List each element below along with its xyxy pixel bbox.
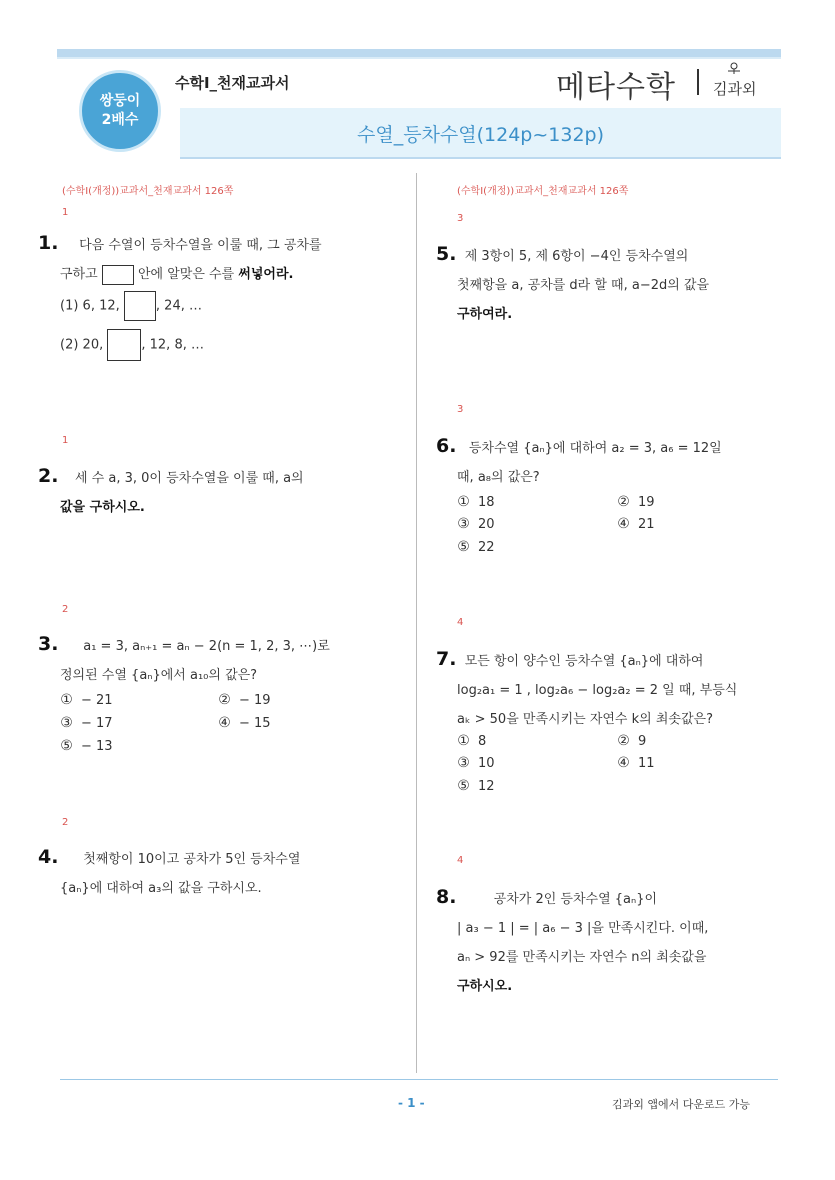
q5-line1: 제 3항이 5, 제 6항이 −4인 등차수열의	[464, 249, 689, 264]
q6-choice-1: ① 18	[457, 494, 495, 510]
q3-line1: a₁ = 3, aₙ₊₁ = aₙ − 2(n = 1, 2, 3, ⋯)로	[83, 639, 330, 654]
q3-choice-2: ② − 19	[218, 692, 271, 708]
question-7	[436, 645, 774, 734]
question-8	[436, 883, 774, 1001]
choice-mark: ④	[617, 516, 630, 532]
q4-number: 4.	[38, 846, 59, 868]
q2-line2: 값을 구하시오.	[60, 500, 145, 515]
choice-mark: ①	[60, 692, 73, 708]
q7-choice-5: ⑤ 12	[457, 778, 495, 794]
download-note: 김과외 앱에서 다운로드 가능	[612, 1098, 751, 1111]
q8-line1: 공차가 2인 등차수열 {aₙ}이	[493, 892, 658, 907]
q2-number: 2.	[38, 465, 59, 487]
q3-choice-4: ④ − 15	[218, 715, 271, 731]
question-6	[436, 432, 774, 492]
answer-box	[124, 291, 156, 321]
q4-line1: 첫째항이 10이고 공차가 5인 등차수열	[83, 852, 301, 867]
q5-id: 3	[457, 213, 464, 224]
q7-choice-1: ① 8	[457, 733, 487, 749]
choice-mark: ②	[617, 733, 630, 749]
page-title: 수열_등차수열(124p~132p)	[356, 124, 605, 146]
subject-label: 수학Ⅰ_천재교과서	[175, 74, 290, 92]
q8-id: 4	[457, 855, 464, 866]
q6-choice-4: ④ 21	[617, 516, 655, 532]
twin-badge	[79, 70, 161, 152]
q1-line1: 다음 수열이 등차수열을 이룰 때, 그 공차를	[79, 238, 322, 253]
q3-choice-5: ⑤ − 13	[60, 738, 113, 754]
q7-choice-3: ③ 10	[457, 755, 495, 771]
q1-id: 1	[62, 207, 69, 218]
q5-line3: 구하여라.	[457, 307, 513, 322]
q8-number: 8.	[436, 886, 457, 908]
q2-line1: 세 수 a, 3, 0이 등차수열을 이룰 때, a의	[74, 471, 304, 486]
q7-choice-4: ④ 11	[617, 755, 655, 771]
header-top-bar-thin	[57, 57, 781, 59]
question-5	[436, 240, 774, 329]
column-divider	[416, 173, 417, 1073]
q3-id: 2	[62, 604, 69, 615]
choice-mark: ③	[60, 715, 73, 731]
q1-part1b: , 24, …	[155, 298, 202, 314]
q7-id: 4	[457, 617, 464, 628]
answer-box	[102, 265, 134, 285]
q1-number: 1.	[38, 232, 59, 254]
q5-number: 5.	[436, 243, 457, 265]
q1-part2b: , 12, 8, …	[141, 337, 204, 353]
title-underline	[180, 157, 781, 159]
q1-part1a: (1) 6, 12,	[60, 298, 120, 314]
q4-id: 2	[62, 817, 69, 828]
badge-line1: 쌍둥이	[99, 93, 141, 109]
question-4	[38, 843, 380, 903]
person-icon	[727, 62, 741, 76]
q3-choice-3: ③ − 17	[60, 715, 113, 731]
badge-line2: 2배수	[101, 112, 139, 128]
header-top-bar	[57, 49, 781, 57]
choice-mark: ④	[617, 755, 630, 771]
choice-mark: ⑤	[457, 539, 470, 555]
logo-main: 메타수학	[556, 70, 676, 105]
q8-line4: 구하시오.	[457, 979, 513, 994]
choice-mark: ⑤	[60, 738, 73, 754]
q6-id: 3	[457, 404, 464, 415]
choice-mark: ③	[457, 755, 470, 771]
page-number: - 1 -	[398, 1096, 425, 1110]
q4-line2: {aₙ}에 대하여 a₃의 값을 구하시오.	[60, 881, 262, 896]
q1-line2b: 안에 알맞은 수를	[137, 267, 235, 282]
q6-choice-2: ② 19	[617, 494, 655, 510]
footer-line	[60, 1079, 778, 1080]
q6-number: 6.	[436, 435, 457, 457]
question-2	[38, 462, 380, 522]
logo-sub: 김과외	[713, 80, 757, 98]
q7-line3: aₖ > 50을 만족시키는 자연수 k의 최솟값은?	[457, 712, 713, 727]
choice-mark: ③	[457, 516, 470, 532]
q1-line2a: 구하고	[60, 267, 98, 282]
choice-mark: ⑤	[457, 778, 470, 794]
q3-number: 3.	[38, 633, 59, 655]
question-3	[38, 630, 380, 690]
choice-mark: ①	[457, 494, 470, 510]
q3-choice-1: ① − 21	[60, 692, 113, 708]
choice-mark: ④	[218, 715, 231, 731]
q8-line3: aₙ > 92를 만족시키는 자연수 n의 최솟값을	[457, 950, 707, 965]
source-label-right: (수학I(개정))교과서_천재교과서 126쪽	[457, 186, 629, 197]
q6-choice-3: ③ 20	[457, 516, 495, 532]
q6-choice-5: ⑤ 22	[457, 539, 495, 555]
q7-line2: log₂a₁ = 1 , log₂a₆ − log₂a₂ = 2 일 때, 부등식	[457, 683, 738, 698]
q6-line2: 때, a₈의 값은?	[457, 470, 540, 485]
q5-line2: 첫째항을 a, 공차를 d라 할 때, a−2d의 값을	[457, 278, 710, 293]
q1-part2a: (2) 20,	[60, 337, 104, 353]
q7-number: 7.	[436, 648, 457, 670]
q8-line2: | a₃ − 1 | = | a₆ − 3 |을 만족시킨다. 이때,	[457, 921, 709, 936]
q6-line1: 등차수열 {aₙ}에 대하여 a₂ = 3, a₆ = 12일	[468, 441, 722, 456]
q7-line1: 모든 항이 양수인 등차수열 {aₙ}에 대하여	[464, 654, 704, 669]
q2-id: 1	[62, 435, 69, 446]
choice-mark: ②	[617, 494, 630, 510]
logo-divider	[697, 69, 699, 95]
question-1	[38, 229, 380, 361]
choice-mark: ②	[218, 692, 231, 708]
choice-mark: ①	[457, 733, 470, 749]
source-label-left: (수학I(개정))교과서_천재교과서 126쪽	[62, 186, 234, 197]
answer-box	[107, 329, 141, 361]
q7-choice-2: ② 9	[617, 733, 647, 749]
q3-line2: 정의된 수열 {aₙ}에서 a₁₀의 값은?	[60, 668, 258, 683]
q1-line2c: 써넣어라.	[238, 267, 294, 282]
